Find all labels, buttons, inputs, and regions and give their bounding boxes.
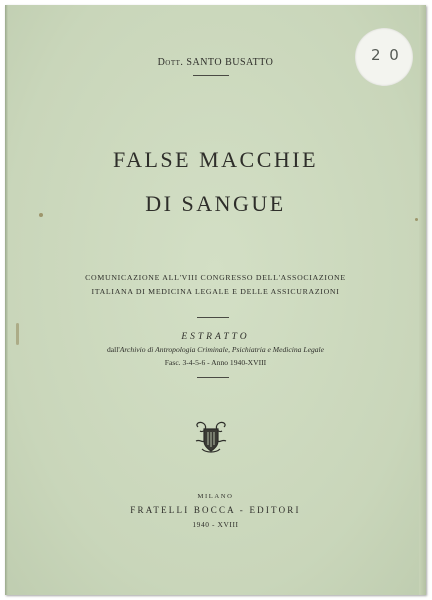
imprint-city: MILANO: [197, 493, 234, 500]
sticker-text: 2 0: [371, 46, 401, 64]
extract-source: [5, 345, 426, 354]
communication-line-2: ITALIANA DI MEDICINA LEGALE E DELLE ASSICURAZIONI: [91, 287, 340, 296]
section-rule-1: [197, 317, 229, 318]
author-line: [5, 57, 426, 68]
extract-source-title: Archivio di Antropologia Criminale, Psichiatria e Medicina Legale: [119, 345, 325, 354]
foxing-spot: [415, 218, 418, 221]
extract-issue: Fasc. 3-4-5-6 - Anno 1940-XVIII: [164, 358, 267, 367]
author-rule: [193, 75, 229, 76]
communication-line-1: COMUNICAZIONE ALL'VIII CONGRESSO DELL'ASSOCIAZIONE: [85, 273, 346, 282]
title-line-1: FALSE MACCHIE: [112, 147, 319, 172]
author-prefix: Dott.: [157, 57, 184, 68]
imprint-year: 1940 - XVIII: [192, 520, 239, 529]
imprint-publisher: FRATELLI BOCCA - EDITORI: [130, 505, 301, 515]
book-cover: [5, 5, 426, 595]
section-rule-2: [197, 377, 229, 378]
publisher-emblem-icon: [192, 419, 230, 455]
title-line-2: DI SANGUE: [145, 191, 286, 216]
extract-source-prefix: dall': [106, 345, 120, 354]
author-name: SANTO BUSATTO: [186, 57, 274, 68]
extract-label: ESTRATTO: [181, 332, 250, 342]
